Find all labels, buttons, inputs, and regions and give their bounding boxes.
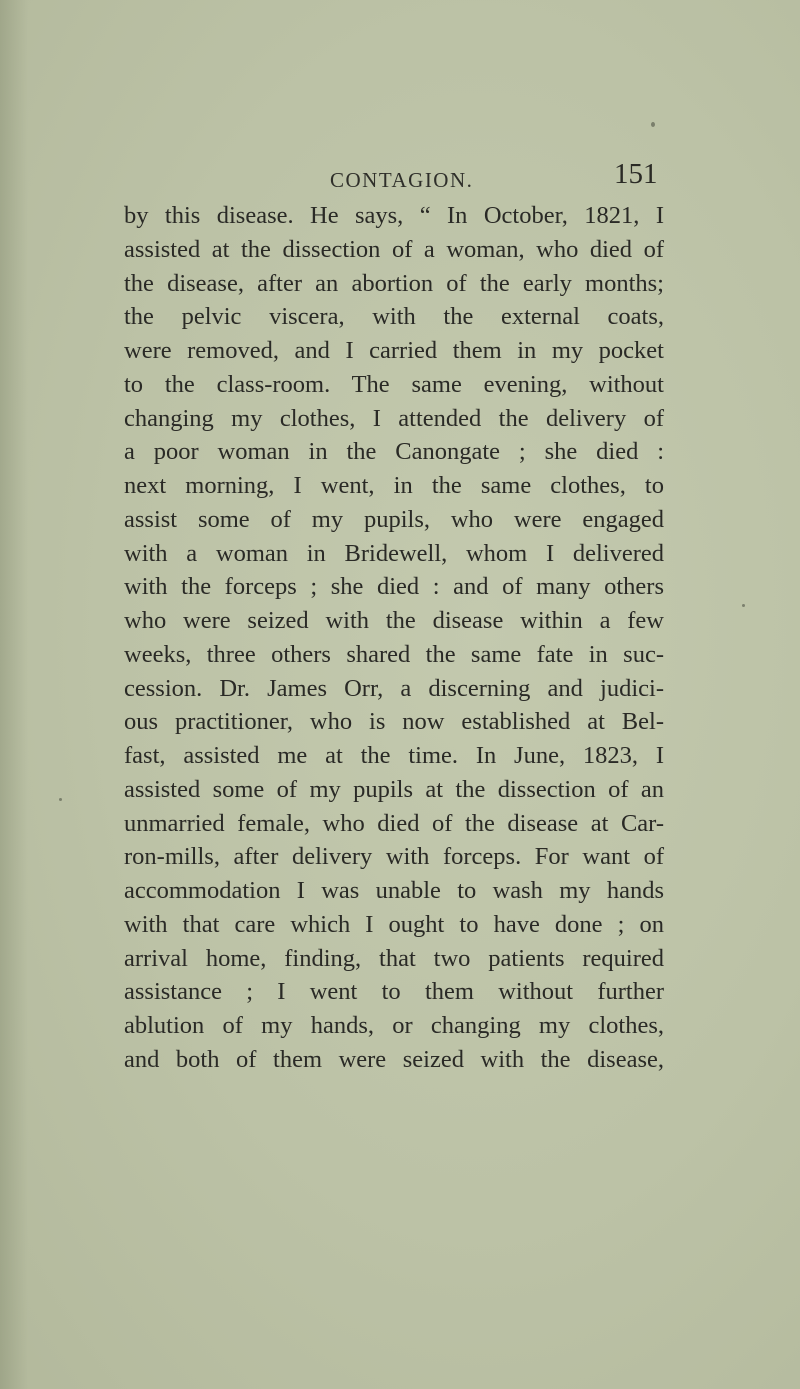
text-line: cession. Dr. James Orr, a discerning and judici- xyxy=(124,674,664,702)
text-line: with a woman in Bridewell, whom I delivered xyxy=(124,539,664,567)
text-line: arrival home, finding, that two patients required xyxy=(124,944,664,972)
running-head: CONTAGION. xyxy=(330,168,474,192)
page-number: 151 xyxy=(614,158,658,190)
page-header xyxy=(0,158,800,198)
body-text xyxy=(124,199,664,1077)
text-line: accommodation I was unable to wash my hands xyxy=(124,877,664,904)
text-line: by this disease. He says, “ In October, 1821, I xyxy=(124,202,664,229)
text-line: assisted some of my pupils at the dissection of an xyxy=(124,775,664,803)
ink-speck xyxy=(742,604,745,607)
text-line: fast, assisted me at the time. In June, 1823, I xyxy=(124,742,664,769)
text-line: ablution of my hands, or changing my clothes, xyxy=(124,1012,664,1039)
text-line: with that care which I ought to have done ; on xyxy=(124,910,664,938)
text-line: assist some of my pupils, who were engaged xyxy=(124,505,664,533)
text-line: changing my clothes, I attended the delivery of xyxy=(124,404,664,432)
text-line: the disease, after an abortion of the early months; xyxy=(124,269,664,297)
text-line: weeks, three others shared the same fate in suc- xyxy=(124,640,664,668)
page-edge-shadow xyxy=(0,0,28,1389)
text-line: were removed, and I carried them in my pocket xyxy=(124,337,664,364)
text-line: a poor woman in the Canongate ; she died : xyxy=(124,438,664,466)
text-line: assistance ; I went to them without further xyxy=(124,978,664,1006)
text-line: ous practitioner, who is now established at Bel- xyxy=(124,708,664,736)
text-line: ron-mills, after delivery with forceps. For want of xyxy=(124,843,664,871)
text-line: the pelvic viscera, with the external coats, xyxy=(124,303,664,331)
text-line: next morning, I went, in the same clothes, to xyxy=(124,472,664,499)
text-line: with the forceps ; she died : and of many others xyxy=(124,573,664,601)
text-line: unmarried female, who died of the disease at Car- xyxy=(124,809,664,837)
text-line: assisted at the dissection of a woman, who died of xyxy=(124,235,664,263)
ink-speck xyxy=(59,798,62,801)
ink-speck xyxy=(651,122,655,127)
text-line: who were seized with the disease within a few xyxy=(124,607,664,634)
text-line: and both of them were seized with the disease, xyxy=(124,1045,664,1073)
text-line: to the class-room. The same evening, without xyxy=(124,370,664,398)
